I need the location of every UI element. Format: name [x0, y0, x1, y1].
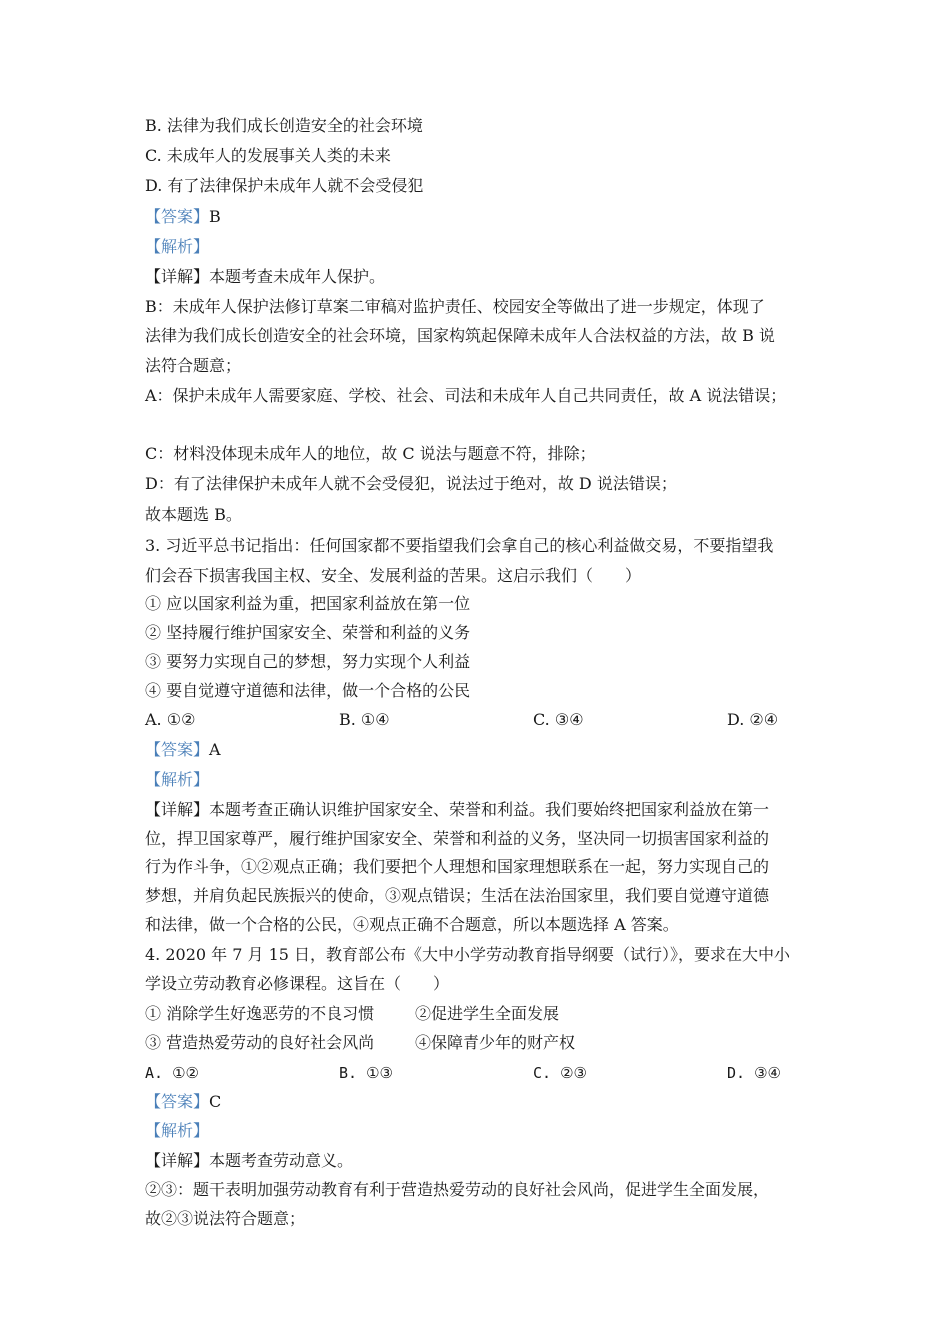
detail-text: 本题考查未成年人保护。 [209, 267, 386, 286]
q3-analysis-tag: 【解析】 [145, 770, 210, 789]
q3-answer-value: A [209, 740, 221, 759]
q4-explanation-line1: ②③：题干表明加强劳动教育有利于营造热爱劳动的良好社会风尚，促进学生全面发展， [145, 1180, 770, 1199]
q4-choice-b: B. ①③ [339, 1064, 393, 1082]
q3-detail-text: 本题考查正确认识维护国家安全、荣誉和利益。我们要始终把国家利益放在第一 [209, 800, 770, 819]
q3-item-2: ② 坚持履行维护国家安全、荣誉和利益的义务 [145, 623, 471, 642]
q3-item-1: ① 应以国家利益为重，把国家利益放在第一位 [145, 594, 471, 613]
q3-answer-line [145, 739, 221, 761]
analysis-tag: 【解析】 [145, 237, 210, 256]
explanation-b-line1: B：未成年人保护法修订草案二审稿对监护责任、校园安全等做出了进一步规定，体现了 [145, 297, 765, 316]
q3-detail-line3: 行为作斗争，①②观点正确；我们要把个人理想和国家理想联系在一起，努力实现自己的 [145, 857, 770, 876]
q3-detail-line1 [145, 799, 769, 821]
q3-item-4: ④ 要自觉遵守道德和法律，做一个合格的公民 [145, 681, 471, 700]
explanation-c: C：材料没体现未成年人的地位，故 C 说法与题意不符，排除； [145, 444, 596, 463]
q4-detail-tag: 【详解】 [145, 1151, 210, 1170]
q3-detail-line4: 梦想，并肩负起民族振兴的使命，③观点错误；生活在法治国家里，我们要自觉遵守道德 [145, 886, 770, 905]
q3-detail-line2: 位，捍卫国家尊严，履行维护国家安全、荣誉和利益的义务，坚决同一切损害国家利益的 [145, 829, 770, 848]
q3-stem-line1: 3. 习近平总书记指出：任何国家都不要指望我们会拿自己的核心利益做交易，不要指望我 [145, 536, 774, 555]
detail-tag: 【详解】 [145, 267, 210, 286]
answer-value: B [209, 207, 221, 226]
explanation-b-line3: 法符合题意； [145, 356, 242, 375]
q4-choice-c: C. ②③ [533, 1064, 587, 1082]
answer-tag: 【答案】 [145, 207, 210, 226]
q4-analysis-tag: 【解析】 [145, 1121, 210, 1140]
option-b: B. 法律为我们成长创造安全的社会环境 [145, 116, 423, 135]
option-d: D. 有了法律保护未成年人就不会受侵犯 [145, 176, 424, 195]
q4-choice-d: D. ③④ [727, 1064, 781, 1082]
explanation-a: A：保护未成年人需要家庭、学校、社会、司法和未成年人自己共同责任，故 A 说法错误； [145, 386, 787, 405]
q4-answer-value: C [209, 1092, 222, 1111]
q3-detail-line5: 和法律，做一个合格的公民，④观点正确不合题意，所以本题选择 A 答案。 [145, 915, 679, 934]
q4-detail-line [145, 1150, 353, 1172]
q4-item-3: ③ 营造热爱劳动的良好社会风尚 [145, 1033, 375, 1052]
q3-item-3: ③ 要努力实现自己的梦想，努力实现个人利益 [145, 652, 471, 671]
q4-choice-a: A. ①② [145, 1064, 199, 1082]
q4-item-1: ① 消除学生好逸恶劳的不良习惯 [145, 1004, 375, 1023]
q4-explanation-line2: 故②③说法符合题意； [145, 1209, 306, 1228]
q4-item-2: ②促进学生全面发展 [415, 1004, 560, 1023]
explanation-d: D：有了法律保护未成年人就不会受侵犯，说法过于绝对，故 D 说法错误； [145, 474, 677, 493]
option-c: C. 未成年人的发展事关人类的未来 [145, 146, 391, 165]
detail-line [145, 266, 385, 288]
q3-choice-d: D. ②④ [727, 710, 779, 729]
q4-answer-line [145, 1091, 221, 1113]
q4-item-4: ④保障青少年的财产权 [415, 1033, 576, 1052]
q4-stem-line2: 学设立劳动教育必修课程。这旨在（ ） [145, 974, 450, 993]
q3-choice-c: C. ③④ [533, 710, 584, 729]
explanation-b-line2: 法律为我们成长创造安全的社会环境，国家构筑起保障未成年人合法权益的方法，故 B 说 [145, 326, 775, 345]
q3-detail-tag: 【详解】 [145, 800, 210, 819]
conclusion: 故本题选 B。 [145, 505, 242, 524]
q3-choice-b: B. ①④ [339, 710, 390, 729]
answer-line [145, 206, 221, 228]
q3-choice-a: A. ①② [145, 710, 196, 729]
q4-answer-tag: 【答案】 [145, 1092, 210, 1111]
q3-stem-line2: 们会吞下损害我国主权、安全、发展利益的苦果。这启示我们（ ） [145, 566, 642, 585]
q4-stem-line1: 4. 2020 年 7 月 15 日，教育部公布《大中小学劳动教育指导纲要（试行）》，要求在大中小 [145, 945, 791, 964]
q3-answer-tag: 【答案】 [145, 740, 210, 759]
q4-detail-text: 本题考查劳动意义。 [209, 1151, 354, 1170]
